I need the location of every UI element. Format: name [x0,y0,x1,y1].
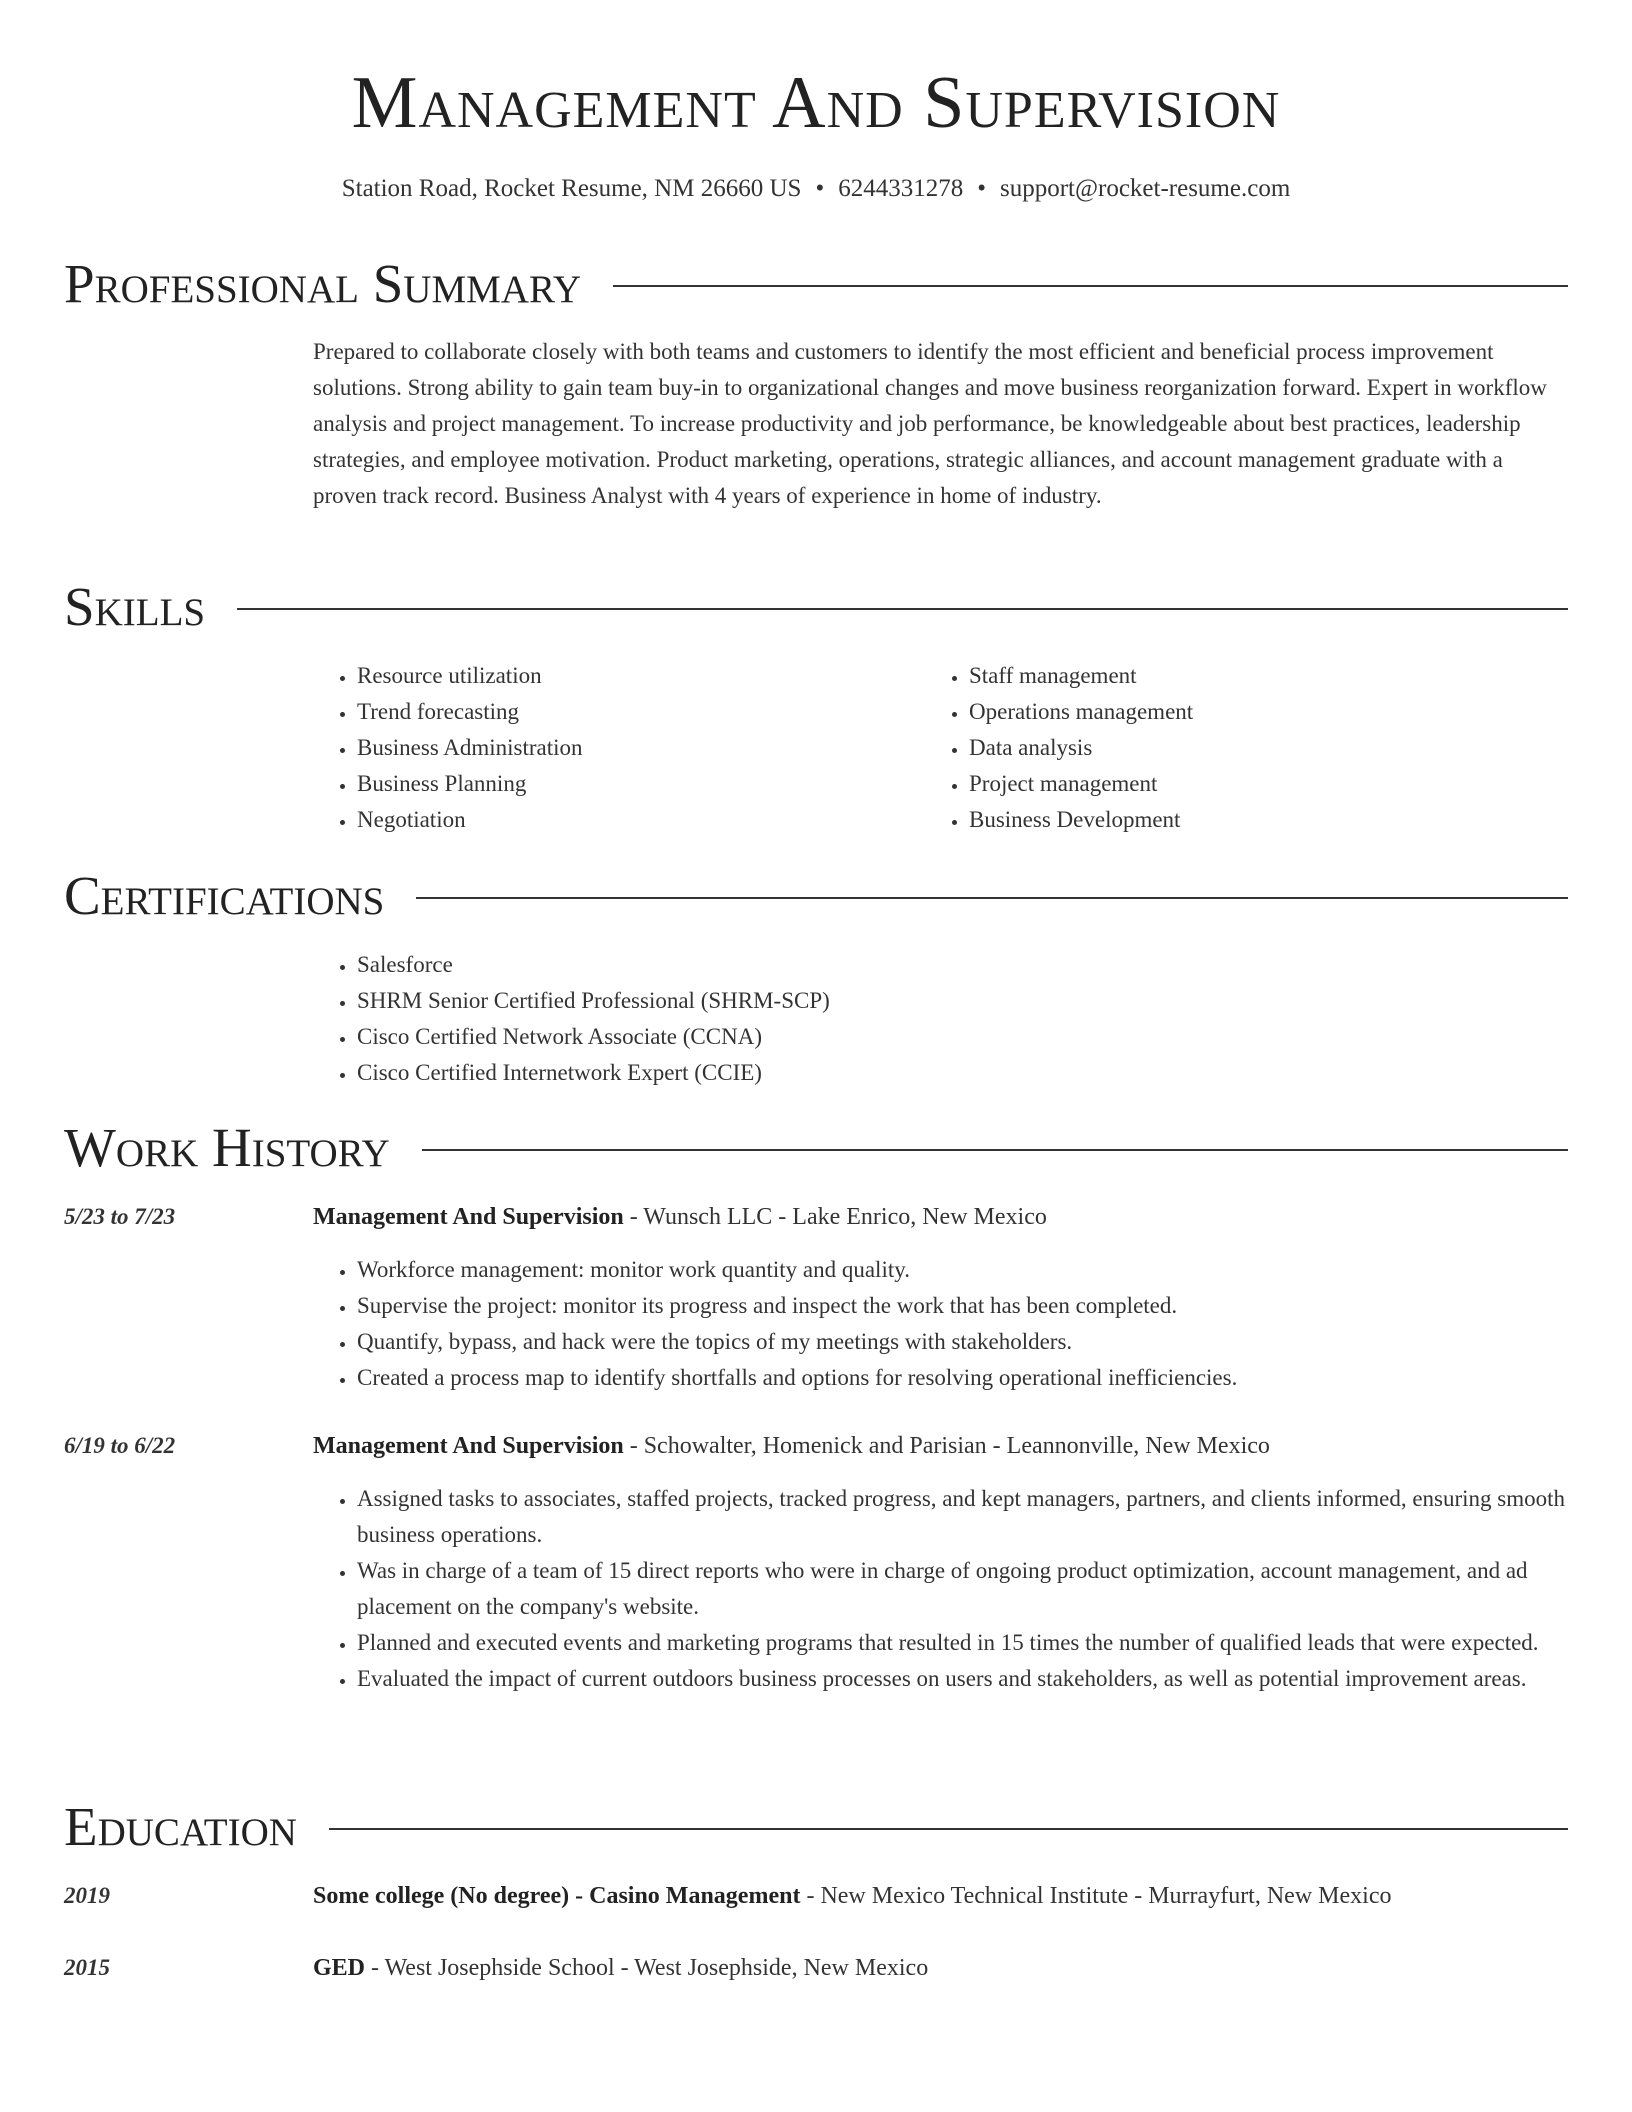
job-bullet: • Quantify, bypass, and hack were the topics of my meetings with stakeholders. [357,1324,1570,1360]
skills-left-column [313,658,873,838]
skill-item: • Business Development [969,802,1485,838]
job-bullet: • Planned and executed events and marketing programs that resulted in 15 times the number of qualified leads that were expected. [357,1625,1570,1661]
education-details: - West Josephside School - West Josephside, New Mexico [365,1955,929,1981]
certifications-title: Certifications [64,865,385,926]
job-bullets [313,1481,1570,1697]
skill-item: • Resource utilization [357,658,873,694]
job-bullet: • Created a process map to identify shortfalls and options for resolving operational inefficiencies. [357,1360,1570,1396]
certification-item: • Cisco Certified Network Associate (CCNA) [357,1019,1570,1055]
skill-item: • Trend forecasting [357,694,873,730]
skill-item: • Data analysis [969,730,1485,766]
education-entry [313,1950,1570,1986]
section-divider [613,285,1568,287]
resume-name: Management And Supervision [351,62,1281,144]
education-details: - New Mexico Technical Institute - Murrayfurt, New Mexico [800,1883,1392,1909]
certification-item: • Salesforce [357,947,1570,983]
certifications-section-header [64,864,1568,928]
education-section-header [64,1795,1568,1859]
contact-phone: 6244331278 [838,175,964,202]
job-dates: 5/23 to 7/23 [64,1204,176,1229]
contact-line [0,172,1632,206]
job-bullet: • Was in charge of a team of 15 direct reports who were in charge of ongoing product optimization, account management, and ad placement on the company's website. [357,1553,1570,1625]
contact-separator: • [815,175,825,202]
skill-item: • Negotiation [357,802,873,838]
job-title [313,1199,1570,1235]
work-title: Work History [64,1117,390,1178]
job-details: - Wunsch LLC - Lake Enrico, New Mexico [623,1204,1047,1230]
job-bullet: • Supervise the project: monitor its progress and inspect the work that has been completed. [357,1288,1570,1324]
contact-address: Station Road, Rocket Resume, NM 26660 US [341,175,802,202]
work-section-header [64,1116,1568,1180]
skills-section-header [64,575,1568,639]
skill-item: • Staff management [969,658,1485,694]
job-details: - Schowalter, Homenick and Parisian - Leannonville, New Mexico [623,1433,1270,1459]
job-title [313,1428,1570,1464]
job-bullet: • Workforce management: monitor work quantity and quality. [357,1252,1570,1288]
skills-title: Skills [64,576,206,637]
skills-right-column [925,658,1485,838]
education-entry [313,1878,1570,1914]
summary-text: Prepared to collaborate closely with both teams and customers to identify the most efficient and beneficial process improvement solutions. Strong ability to gain team buy-in to organizational changes and move business reorganization forward. Expert in workflow analysis and project management. To increase productivity and job performance, be knowledgeable about best practices, leadership strategies, and employee motivation. Product marketing, operations, strategic alliances, and account management graduate with a proven track record. Business Analyst with 4 years of experience in home of industry. [313,339,1547,508]
certification-item: • SHRM Senior Certified Professional (SHRM-SCP) [357,983,1570,1019]
education-year: 2019 [64,1883,110,1908]
section-divider [237,608,1568,610]
summary-title: Professional Summary [64,253,582,314]
skill-item: • Business Administration [357,730,873,766]
job-role: Management And Supervision [313,1204,624,1230]
certification-item: • Cisco Certified Internetwork Expert (CCIE) [357,1055,1570,1091]
job-bullet: • Assigned tasks to associates, staffed projects, tracked progress, and kept managers, partners, and clients informed, ensuring smooth business operations. [357,1481,1570,1553]
education-degree: Some college (No degree) - Casino Management [313,1883,801,1909]
job-bullet: • Evaluated the impact of current outdoors business processes on users and stakeholders, as well as potential improvement areas. [357,1661,1570,1697]
contact-email: support@rocket-resume.com [999,175,1291,202]
skill-item: • Business Planning [357,766,873,802]
section-divider [422,1149,1568,1151]
summary-section-header [64,252,1568,316]
job-bullets [313,1252,1570,1396]
skill-item: • Project management [969,766,1485,802]
certifications-list [313,947,1570,1091]
education-title: Education [64,1796,297,1857]
education-degree: GED [313,1955,366,1981]
section-divider [329,1828,1568,1830]
skill-item: • Operations management [969,694,1485,730]
section-divider [416,897,1568,899]
job-role: Management And Supervision [313,1433,624,1459]
education-year: 2015 [64,1955,110,1980]
contact-separator: • [977,175,986,202]
job-dates: 6/19 to 6/22 [64,1433,176,1458]
